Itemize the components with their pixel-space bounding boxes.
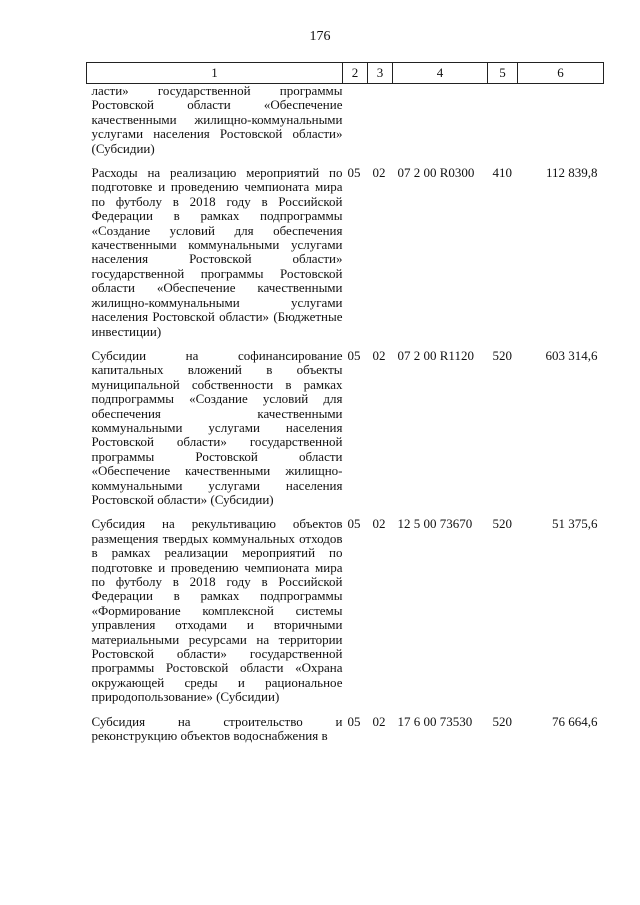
row-target: 12 5 00 73670 bbox=[397, 516, 473, 532]
column-header-2: 2 bbox=[343, 63, 368, 84]
table-row bbox=[87, 715, 604, 754]
column-header-5: 5 bbox=[488, 63, 518, 84]
row-expense-type bbox=[488, 84, 518, 167]
row-description: ласти» государственной программы Ростовской области «Обеспечение качественными жилищно-коммунальными услугами населения Ростовской области» (Субсидии) bbox=[91, 83, 343, 156]
row-amount: 51 375,6 bbox=[552, 516, 598, 532]
row-subsection: 02 bbox=[372, 165, 386, 181]
row-description: Субсидия на строительство и реконструкцию объектов водоснабжения в bbox=[91, 713, 343, 744]
page-number: 176 bbox=[309, 29, 331, 44]
column-header-6: 6 bbox=[518, 63, 604, 84]
table-row bbox=[87, 517, 604, 714]
row-expense-type: 520 bbox=[492, 347, 512, 363]
row-expense-type: 520 bbox=[492, 713, 512, 729]
row-subsection: 02 bbox=[372, 713, 386, 729]
row-subsection bbox=[368, 84, 393, 167]
row-amount: 112 839,8 bbox=[545, 165, 598, 181]
row-target: 07 2 00 R1120 bbox=[397, 347, 474, 363]
table-header bbox=[87, 63, 604, 84]
column-header-1: 1 bbox=[87, 63, 343, 84]
row-section: 05 bbox=[347, 165, 361, 181]
column-header-3: 3 bbox=[368, 63, 393, 84]
row-description: Субсидии на софинансирование капитальных вложений в объекты муниципальной собственности в рамках подпрограммы «Создание условий для обеспечения качественными коммунальными услугами населения Ростовской области» государственной программы Ростовской области «Обеспечение качественными жилищно-коммунальными услугами населения Ростовской области» (Субсидии) bbox=[91, 347, 343, 507]
header-row bbox=[87, 63, 604, 84]
row-amount: 76 664,6 bbox=[552, 713, 598, 729]
row-subsection: 02 bbox=[372, 347, 386, 363]
column-header-4: 4 bbox=[393, 63, 488, 84]
row-target: 17 6 00 73530 bbox=[397, 713, 473, 729]
row-section: 05 bbox=[347, 713, 361, 729]
row-expense-type: 520 bbox=[492, 516, 512, 532]
row-amount: 603 314,6 bbox=[545, 347, 598, 363]
row-description: Субсидия на рекультивацию объектов размещения твердых коммунальных отходов в рамках реализации мероприятий по подготовке и проведению чемпионата мира по футболу в 2018 году в Российской Федерации в рамках подпрограммы «Формирование комплексной системы управления отходами и вторичными материальными ресурсами на территории Ростовской области» государственной программы Ростовской области «Охрана окружающей среды и рациональное природопользование» (Субсидии) bbox=[91, 516, 343, 705]
row-subsection: 02 bbox=[372, 516, 386, 532]
row-target bbox=[393, 84, 488, 167]
row-description: Расходы на реализацию мероприятий по подготовке и проведению чемпионата мира по футболу в 2018 году в Российской Федерации в рамках подпрограммы «Создание условий для обеспечения качественными коммунальными услугами населения Ростовской области» государственной программы Ростовской области «Обеспечение качественными жилищно-коммунальными услугами населения Ростовской области» (Бюджетные инвестиции) bbox=[91, 165, 343, 339]
table-row bbox=[87, 349, 604, 517]
row-section: 05 bbox=[347, 516, 361, 532]
row-expense-type: 410 bbox=[492, 165, 512, 181]
budget-table bbox=[86, 62, 604, 753]
table-body bbox=[87, 84, 604, 754]
table-row bbox=[87, 166, 604, 349]
row-section: 05 bbox=[347, 347, 361, 363]
row-section bbox=[343, 84, 368, 167]
table-row bbox=[87, 84, 604, 167]
row-amount bbox=[518, 84, 604, 167]
row-target: 07 2 00 R0300 bbox=[397, 165, 475, 181]
